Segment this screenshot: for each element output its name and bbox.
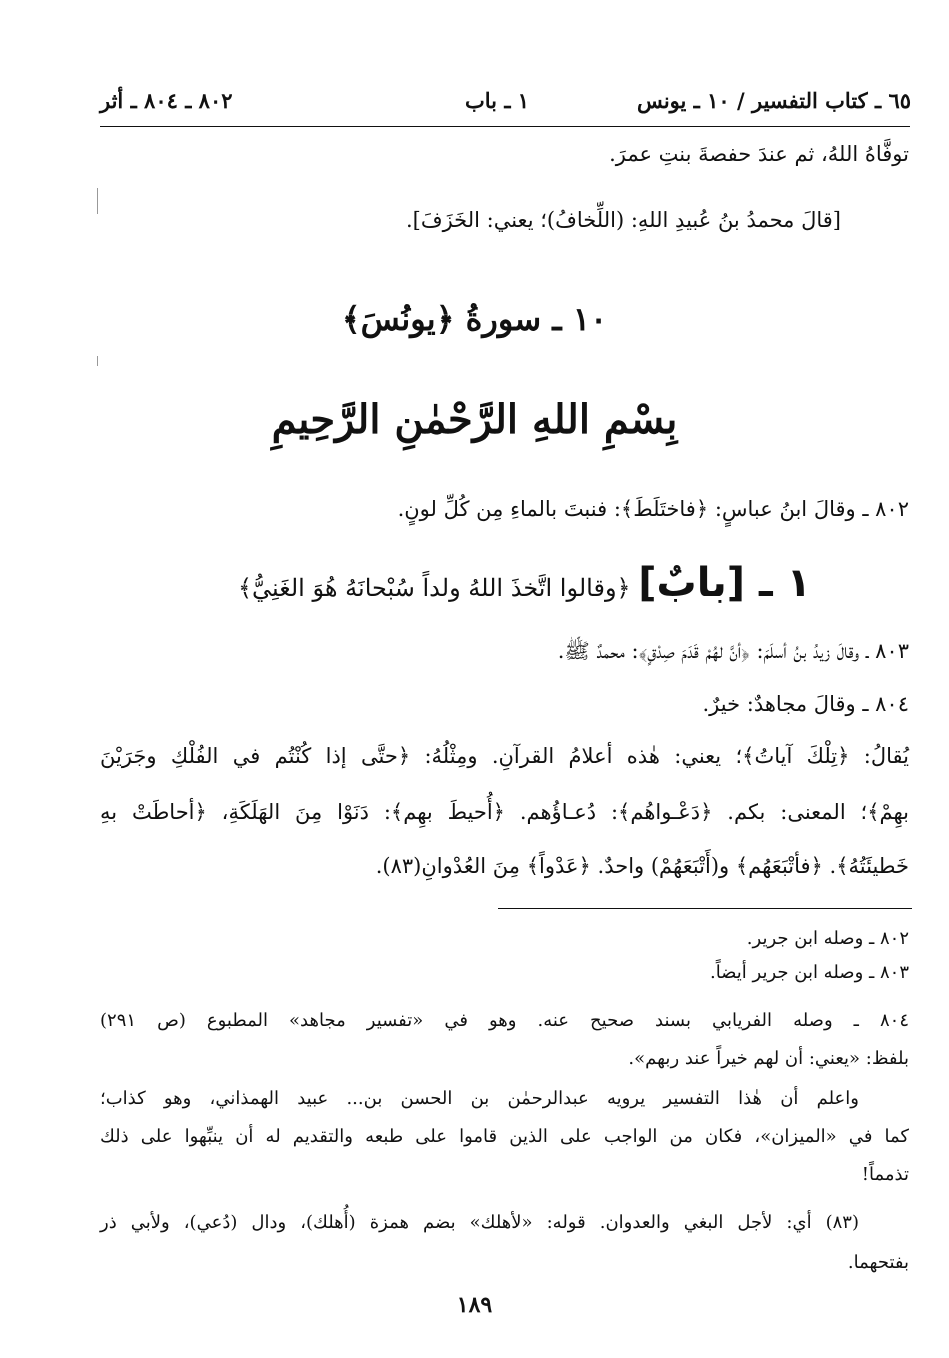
footnote-line: بفتحهما. bbox=[847, 1252, 909, 1273]
basmala: بِسْمِ اللهِ الرَّحْمٰنِ الرَّحِيمِ bbox=[271, 396, 678, 443]
text-line: [قالَ محمدُ بنُ عُبيدِ اللهِ: (اللِّخافُ)؛ يعني: الخَزَفَ]. bbox=[405, 208, 841, 232]
athar-802: ٨٠٢ ـ وقالَ ابنُ عباسٍ: ﴿فاختَلَطَ﴾: فنبتَ بالماءِ مِن كُلِّ لونٍ. bbox=[397, 497, 909, 521]
footnote-line: واعلم أن هٰذا التفسير يرويه عبدالرحمٰن بن الحسن بن... عبيد الهمذاني، وهو كذاب؛ bbox=[100, 1088, 859, 1109]
footnote-line: (٨٣) أي: لأجل البغي والعدوان. قوله: «لأهلك» بضم همزة (أُهلك)، ودال (دُعي)، ولأبي ذر bbox=[100, 1212, 859, 1233]
bab-verse: ﴿وقالوا اتَّخذَ اللهُ ولداً سُبْحانَهُ هُوَ الغَنِيُّ﴾ bbox=[237, 574, 631, 602]
paragraph-line: بهِمْ﴾؛ المعنى: بكم. ﴿دَعْـواهُم﴾: دُعـاؤُهم. ﴿أُحيطَ بهِم﴾: دَنَوْا مِنَ الهَلَكَةِ، ﴿أحاطَتْ بهِ bbox=[100, 800, 909, 824]
footnote-line: ٨٠٣ ـ وصله ابن جرير أيضاً. bbox=[709, 962, 909, 983]
paragraph-line: خَطيئَتُهُ﴾. ﴿فأتْبَعَهُم﴾ و(أَتْبَعَهُمْ) واحدٌ. ﴿عَدْواً﴾ مِنَ العُدْوانِ(٨٣). bbox=[375, 854, 909, 878]
header-rule bbox=[100, 126, 910, 127]
margin-mark bbox=[97, 188, 98, 214]
text-line: توفَّاهُ اللهُ، ثم عندَ حفصةَ بنتِ عمرَ. bbox=[609, 142, 909, 166]
bab-heading bbox=[238, 560, 811, 606]
footnote-rule bbox=[498, 908, 912, 909]
footnote-line: كما في «الميزان»، فكان من الواجب على الذين قاموا على طبعه والتقديم له أن ينبِّهوا على ذلك bbox=[100, 1126, 909, 1147]
running-header-chapter: ٦٥ ـ كتاب التفسير / ١٠ ـ يونس bbox=[637, 88, 911, 113]
margin-mark bbox=[97, 356, 98, 366]
athar-804: ٨٠٤ ـ وقالَ مجاهدٌ: خيرٌ. bbox=[702, 692, 909, 716]
page-number: ١٨٩ bbox=[456, 1292, 493, 1318]
footnote-line: تذمماً! bbox=[861, 1164, 909, 1185]
athar-803: ٨٠٣ ـ وقالَ زيدُ بنُ أسلَمَ: ﴿أنَّ لهُمْ قَدَمَ صِدْقٍ﴾: محمدٌ ﷺ. bbox=[557, 639, 909, 663]
running-header-bab: ١ ـ باب bbox=[465, 88, 530, 113]
bab-number: ١ ـ [بابٌ] bbox=[638, 560, 811, 606]
footnote-line: ٨٠٤ ـ وصله الفريابي بسند صحيح عنه. وهو في «تفسير مجاهد» المطبوع (ص ٢٩١) bbox=[100, 1010, 909, 1031]
footnote-line: بلفظ: «يعني: أن لهم خيراً عند ربهم». bbox=[628, 1048, 909, 1069]
footnote-line: ٨٠٢ ـ وصله ابن جرير. bbox=[746, 928, 909, 949]
paragraph-line: يُقالُ: ﴿تِلْكَ آياتُ﴾؛ يعني: هٰذه أعلامُ القرآنِ. ومِثْلُهُ: ﴿حتَّى إذا كُنْتُم في الفُلْكِ وجَرَيْنَ bbox=[100, 744, 909, 768]
running-header-athar-range: ٨٠٢ ـ ٨٠٤ ـ أثر bbox=[100, 88, 233, 113]
surah-title: ١٠ ـ سورةُ ﴿يونُسَ﴾ bbox=[341, 300, 608, 338]
